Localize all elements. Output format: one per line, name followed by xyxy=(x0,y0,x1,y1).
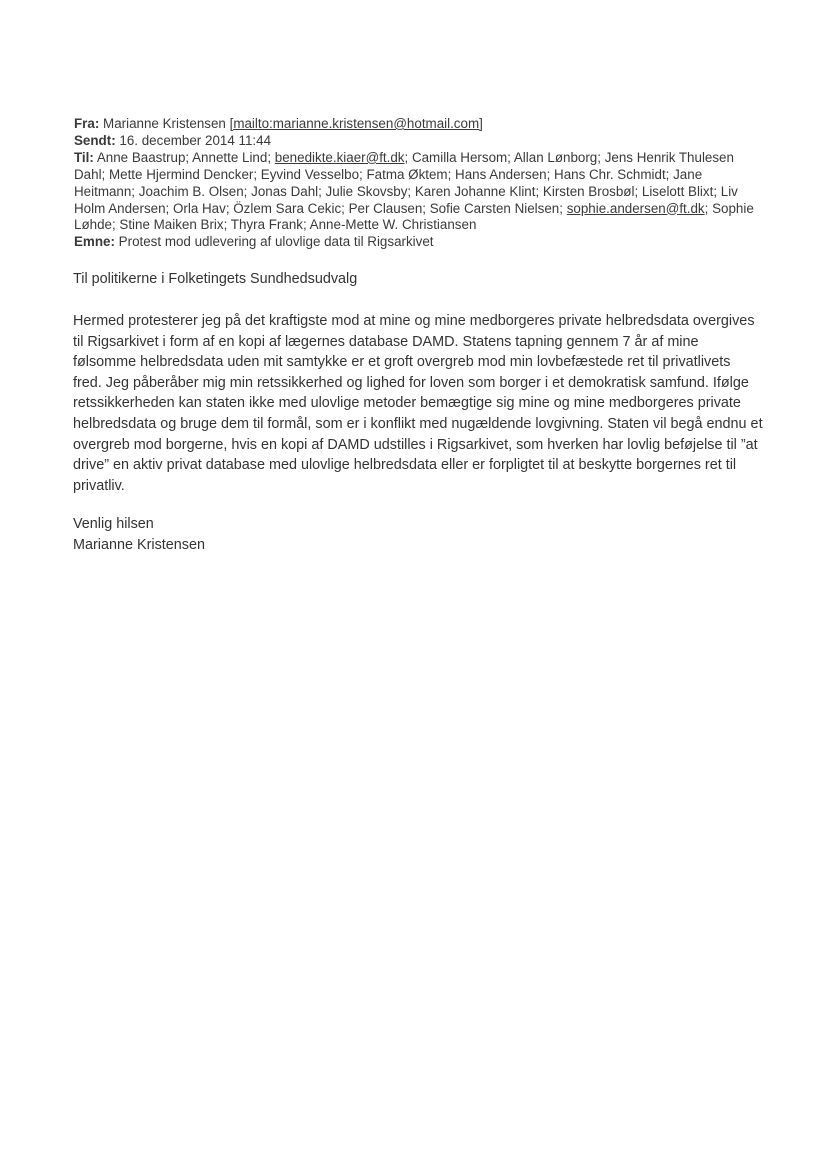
sent-value: 16. december 2014 11:44 xyxy=(119,132,272,148)
closing xyxy=(73,514,473,555)
from-mailto-link[interactable]: [mailto:marianne.kristensen@hotmail.com] xyxy=(229,116,483,131)
subject-line xyxy=(74,234,754,251)
closing-greeting: Venlig hilsen xyxy=(73,516,154,532)
body-paragraph: Hermed protesterer jeg på det kraftigste mod at mine og mine medborgeres private helbredsdata overgives til Rigsarkivet i form af en kopi af lægernes database DAMD. Statens tapning gennem 7 år af mine følsomme helbredsdata uden mit samtykke er et groft overgreb mod min lovbefæstede ret til privatlivets fred. Jeg påberåber mig min retssikkerhed og lighed for loven som borger i et demokratisk samfund. Ifølge retssikkerheden kan staten ikke med ulovlige metoder bemægtige sig mine og mine medborgeres private helbredsdata og bruge dem til formål, som er i konflikt med nugældende lovgivning. Staten vil begå endnu et overgreb mod borgerne, hvis en kopi af DAMD udstilles i Rigsarkivet, som hverken har lovlig beføjelse til ”at drive” en aktiv privat database med ulovlige helbredsdata eller er forpligtet til at beskytte borgernes ret til privatliv. xyxy=(73,313,763,494)
from-label: Fra: xyxy=(74,116,100,131)
sent-line xyxy=(74,133,754,150)
to-recipients-part2: ; Camilla Hersom; Allan Lønborg; Jens Henrik Thulesen Dahl; Mette Hjermind Dencker; Eyvind Vesselbo; Fatma Øktem; Hans Andersen; Hans Chr. Schmidt; Jane Heitmann; Joachim B. Olsen; Jonas Dahl; Julie Skovsby; Karen Johanne Klint; Kirsten Brosbøl; Liselott Blixt; Liv Holm Andersen; Orla Hav; Özlem Sara Cekic; Per Clausen; Sofie Carsten Nielsen; xyxy=(74,149,738,216)
subject-label: Emne: xyxy=(74,234,115,250)
to-line xyxy=(74,150,754,235)
from-line xyxy=(74,116,754,133)
email-header xyxy=(74,116,754,251)
to-label: Til: xyxy=(74,149,94,165)
from-name: Marianne Kristensen xyxy=(103,116,226,131)
sent-label: Sendt: xyxy=(74,132,116,148)
signature-name: Marianne Kristensen xyxy=(73,536,205,553)
subject-value: Protest mod udlevering af ulovlige data til Rigsarkivet xyxy=(118,234,434,250)
to-recipients-part3: ; Sophie Løhde; Stine Maiken Brix; Thyra Frank; Anne-Mette W. Christiansen xyxy=(74,200,754,233)
letter-body xyxy=(73,311,763,496)
recipient-email-link-2[interactable]: sophie.andersen@ft.dk xyxy=(566,200,705,216)
salutation: Til politikerne i Folketingets Sundhedsudvalg xyxy=(73,271,358,287)
to-recipients-part1: Anne Baastrup; Annette Lind; xyxy=(96,149,272,165)
recipient-email-link-1[interactable]: benedikte.kiaer@ft.dk xyxy=(274,149,405,165)
